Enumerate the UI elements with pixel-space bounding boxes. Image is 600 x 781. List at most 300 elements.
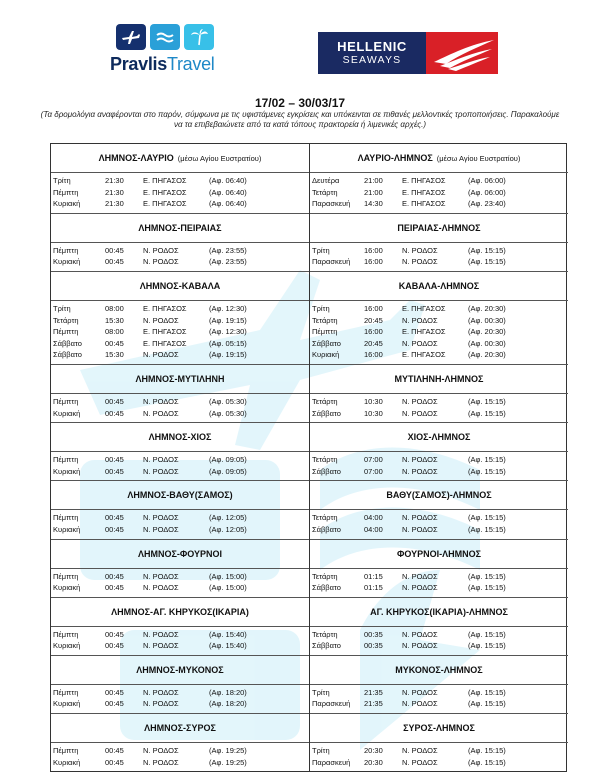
route-section <box>310 481 568 539</box>
arrival-time-cell: (Αφ. 20:30) <box>468 327 506 337</box>
arrivals-to-lemnos <box>310 144 568 771</box>
day-cell: Κυριακή <box>53 408 81 418</box>
departure-time-cell: 21:00 <box>364 187 383 197</box>
route-name: ΛΗΜΝΟΣ-ΚΑΒΑΛΑ <box>139 280 221 291</box>
date-range: 17/02 – 30/03/17 <box>254 96 346 110</box>
route-title <box>51 144 309 173</box>
ship-cell: Ν. ΡΟΔΟΣ <box>143 571 179 581</box>
departure-time-cell: 20:45 <box>364 315 383 325</box>
arrival-time-cell: (Αφ. 15:15) <box>468 513 506 523</box>
departure-time-cell: 15:30 <box>105 315 124 325</box>
departure-time-cell: 00:45 <box>105 687 124 697</box>
day-cell: Πέμπτη <box>53 571 79 581</box>
arrival-time-cell: (Αφ. 15:15) <box>468 757 506 767</box>
schedule-row <box>310 326 568 338</box>
arrival-time-cell: (Αφ. 12:30) <box>209 303 247 313</box>
schedule-row <box>310 582 568 594</box>
day-cell: Σάββατο <box>312 524 341 534</box>
arrival-time-cell: (Αφ. 20:30) <box>468 350 506 360</box>
departure-time-cell: 21:30 <box>105 199 124 209</box>
route-section <box>51 598 309 656</box>
departure-time-cell: 01:15 <box>364 571 383 581</box>
day-cell: Σάββατο <box>312 338 341 348</box>
day-cell: Πέμπτη <box>53 327 79 337</box>
airplane-icon <box>116 24 146 50</box>
route-name: ΛΗΜΝΟΣ-ΒΑΘΥ(ΣΑΜΟΣ) <box>127 490 233 501</box>
route-title <box>51 365 309 394</box>
arrival-time-cell: (Αφ. 12:05) <box>209 513 247 523</box>
day-cell: Πέμπτη <box>53 187 79 197</box>
departure-time-cell: 00:45 <box>105 699 124 709</box>
arrival-time-cell: (Αφ. 09:05) <box>209 466 247 476</box>
day-cell: Τρίτη <box>312 746 330 756</box>
day-cell: Πέμπτη <box>53 629 79 639</box>
day-cell: Κυριακή <box>53 699 81 709</box>
ship-cell: Ν. ΡΟΔΟΣ <box>402 687 438 697</box>
day-cell: Τετάρτη <box>312 396 338 406</box>
route-name: ΛΗΜΝΟΣ-ΜΥΚΟΝΟΣ <box>136 664 224 675</box>
ship-cell: Ν. ΡΟΔΟΣ <box>402 524 438 534</box>
day-cell: Σάββατο <box>53 350 82 360</box>
departure-time-cell: 00:45 <box>105 583 124 593</box>
departure-time-cell: 08:00 <box>105 303 124 313</box>
route-title <box>51 656 309 685</box>
arrival-time-cell: (Αφ. 15:15) <box>468 245 506 255</box>
route-section <box>51 423 309 481</box>
ship-cell: Ν. ΡΟΔΟΣ <box>402 408 438 418</box>
route-via: (μέσω Αγίου Ευστρατίου) <box>177 153 262 163</box>
ship-cell: Ν. ΡΟΔΟΣ <box>402 396 438 406</box>
day-cell: Τετάρτη <box>312 571 338 581</box>
route-title <box>310 481 568 510</box>
arrival-time-cell: (Αφ. 15:15) <box>468 641 506 651</box>
day-cell: Κυριακή <box>53 641 81 651</box>
schedule-row <box>51 175 309 187</box>
day-cell: Τετάρτη <box>312 455 338 465</box>
route-name: ΑΓ. ΚΗΡΥΚΟΣ(ΙΚΑΡΙΑ)-ΛΗΜΝΟΣ <box>370 606 508 617</box>
schedule-row <box>51 187 309 199</box>
schedule-row <box>51 326 309 338</box>
route-name: ΛΗΜΝΟΣ-ΣΥΡΟΣ <box>144 723 216 734</box>
route-section <box>310 214 568 272</box>
schedule-row <box>310 198 568 210</box>
route-section <box>51 540 309 598</box>
departure-time-cell: 00:45 <box>105 513 124 523</box>
day-cell: Τετάρτη <box>312 629 338 639</box>
brand-hellenic: HELLENIC <box>337 38 407 54</box>
route-section <box>310 598 568 656</box>
departure-time-cell: 10:30 <box>364 408 383 418</box>
day-cell: Τρίτη <box>312 303 330 313</box>
day-cell: Τετάρτη <box>312 513 338 523</box>
schedule-row <box>51 512 309 524</box>
arrival-time-cell: (Αφ. 15:15) <box>468 699 506 709</box>
day-cell: Σάββατο <box>312 641 341 651</box>
route-title <box>310 656 568 685</box>
day-cell: Πέμπτη <box>312 327 338 337</box>
route-name: ΣΥΡΟΣ-ΛΗΜΝΟΣ <box>403 723 475 734</box>
departure-time-cell: 00:45 <box>105 257 124 267</box>
departure-time-cell: 00:45 <box>105 571 124 581</box>
ship-cell: Ε. ΠΗΓΑΣΟΣ <box>402 187 446 197</box>
route-section <box>51 144 309 214</box>
route-section <box>51 365 309 423</box>
brand-pravlis: Pravlis <box>110 54 167 74</box>
schedule-row <box>51 571 309 583</box>
route-title <box>51 214 309 243</box>
wings-icon <box>426 32 498 74</box>
ship-cell: Ε. ΠΗΓΑΣΟΣ <box>402 176 446 185</box>
route-title <box>310 272 568 301</box>
day-cell: Τρίτη <box>53 176 71 185</box>
waves-icon <box>150 24 180 50</box>
route-name: ΛΗΜΝΟΣ-ΛΑΥΡΙΟ <box>98 153 174 163</box>
route-section <box>51 272 309 365</box>
ship-cell: Ε. ΠΗΓΑΣΟΣ <box>143 187 187 197</box>
schedule-row <box>310 338 568 350</box>
arrival-time-cell: (Αφ. 05:30) <box>209 396 247 406</box>
day-cell: Παρασκευή <box>312 699 351 709</box>
departure-time-cell: 16:00 <box>364 350 383 360</box>
route-name: ΚΑΒΑΛΑ-ΛΗΜΝΟΣ <box>398 280 480 291</box>
schedule-row <box>310 571 568 583</box>
schedule-row <box>310 524 568 536</box>
day-cell: Πέμπτη <box>53 687 79 697</box>
departures-from-lemnos <box>51 144 310 771</box>
schedule-row <box>310 256 568 268</box>
ship-cell: Ν. ΡΟΔΟΣ <box>143 641 179 651</box>
route-name: ΛΗΜΝΟΣ-ΧΙΟΣ <box>148 432 212 443</box>
schedule-row <box>51 245 309 257</box>
route-section <box>310 144 568 214</box>
route-title <box>51 598 309 627</box>
route-title <box>310 540 568 569</box>
arrival-time-cell: (Αφ. 23:55) <box>209 257 247 267</box>
ship-cell: Ε. ΠΗΓΑΣΟΣ <box>402 350 446 360</box>
schedule-row <box>310 454 568 466</box>
ship-cell: Ε. ΠΗΓΑΣΟΣ <box>143 338 187 348</box>
ship-cell: Ν. ΡΟΔΟΣ <box>402 583 438 593</box>
ship-cell: Ν. ΡΟΔΟΣ <box>402 455 438 465</box>
departure-time-cell: 00:45 <box>105 338 124 348</box>
ship-cell: Ν. ΡΟΔΟΣ <box>143 466 179 476</box>
schedule-row <box>51 466 309 478</box>
route-section <box>310 714 568 771</box>
departure-time-cell: 00:35 <box>364 641 383 651</box>
departure-time-cell: 00:45 <box>105 466 124 476</box>
day-cell: Κυριακή <box>312 350 340 360</box>
schedule-row <box>310 745 568 757</box>
arrival-time-cell: (Αφ. 15:15) <box>468 257 506 267</box>
arrival-time-cell: (Αφ. 19:25) <box>209 746 247 756</box>
route-title <box>310 144 568 173</box>
route-name: ΛΗΜΝΟΣ-ΑΓ. ΚΗΡΥΚΟΣ(ΙΚΑΡΙΑ) <box>111 606 249 617</box>
arrival-time-cell: (Αφ. 06:00) <box>468 176 506 185</box>
day-cell: Σάββατο <box>312 583 341 593</box>
schedule-row <box>310 640 568 652</box>
schedule-row <box>310 349 568 361</box>
arrival-time-cell: (Αφ. 20:30) <box>468 303 506 313</box>
ship-cell: Ν. ΡΟΔΟΣ <box>143 257 179 267</box>
arrival-time-cell: (Αφ. 15:15) <box>468 455 506 465</box>
departure-time-cell: 15:30 <box>105 350 124 360</box>
route-name: ΜΥΚΟΝΟΣ-ΛΗΜΝΟΣ <box>395 664 483 675</box>
arrival-time-cell: (Αφ. 05:15) <box>209 338 247 348</box>
departure-time-cell: 16:00 <box>364 245 383 255</box>
departure-time-cell: 00:45 <box>105 408 124 418</box>
schedule-row <box>310 408 568 420</box>
day-cell: Κυριακή <box>53 466 81 476</box>
arrival-time-cell: (Αφ. 00:30) <box>468 315 506 325</box>
schedule-row <box>310 512 568 524</box>
route-title <box>310 423 568 452</box>
ship-cell: Ν. ΡΟΔΟΣ <box>143 396 179 406</box>
departure-time-cell: 21:30 <box>105 187 124 197</box>
day-cell: Σάββατο <box>312 408 341 418</box>
ship-cell: Ν. ΡΟΔΟΣ <box>402 746 438 756</box>
day-cell: Πέμπτη <box>53 455 79 465</box>
route-section <box>51 214 309 272</box>
ship-cell: Ν. ΡΟΔΟΣ <box>402 699 438 709</box>
route-name: ΛΗΜΝΟΣ-ΦΟΥΡΝΟΙ <box>137 548 223 559</box>
departure-time-cell: 04:00 <box>364 513 383 523</box>
ship-cell: Ν. ΡΟΔΟΣ <box>143 315 179 325</box>
schedule-row <box>51 745 309 757</box>
arrival-time-cell: (Αφ. 00:30) <box>468 338 506 348</box>
ship-cell: Ν. ΡΟΔΟΣ <box>143 629 179 639</box>
departure-time-cell: 16:00 <box>364 327 383 337</box>
route-section <box>310 540 568 598</box>
departure-time-cell: 00:45 <box>105 629 124 639</box>
day-cell: Τετάρτη <box>312 187 338 197</box>
day-cell: Κυριακή <box>53 257 81 267</box>
departure-time-cell: 01:15 <box>364 583 383 593</box>
schedule-row <box>51 687 309 699</box>
arrival-time-cell: (Αφ. 18:20) <box>209 699 247 709</box>
arrival-time-cell: (Αφ. 15:15) <box>468 571 506 581</box>
arrival-time-cell: (Αφ. 15:15) <box>468 629 506 639</box>
arrival-time-cell: (Αφ. 06:40) <box>209 199 247 209</box>
schedule-row <box>51 256 309 268</box>
departure-time-cell: 21:30 <box>105 176 124 185</box>
route-section <box>51 656 309 714</box>
ship-cell: Ν. ΡΟΔΟΣ <box>402 629 438 639</box>
disclaimer-note: (Τα δρομολόγια αναφέρονται στο παρόν, σύμφωνα με τις υφιστάμενες εγκρίσεις και υπόκεινται σε πιθανές μελλοντικές τροποποιήσεις. Παρακαλούμε να τα επιβεβαιώνετε από τα κατά τόπους πρακτορεία ή λιμενικές αρχές.) <box>40 110 560 129</box>
departure-time-cell: 16:00 <box>364 303 383 313</box>
schedule-row <box>51 757 309 769</box>
route-title <box>310 214 568 243</box>
day-cell: Παρασκευή <box>312 257 351 267</box>
arrival-time-cell: (Αφ. 09:05) <box>209 455 247 465</box>
ship-cell: Ν. ΡΟΔΟΣ <box>143 583 179 593</box>
ship-cell: Ε. ΠΗΓΑΣΟΣ <box>402 327 446 337</box>
ship-cell: Ε. ΠΗΓΑΣΟΣ <box>143 327 187 337</box>
schedule-row <box>310 687 568 699</box>
ship-cell: Ν. ΡΟΔΟΣ <box>402 466 438 476</box>
ship-cell: Ν. ΡΟΔΟΣ <box>143 699 179 709</box>
route-section <box>51 714 309 771</box>
hellenic-seaways-logo <box>318 32 498 74</box>
route-section <box>310 423 568 481</box>
ship-cell: Ν. ΡΟΔΟΣ <box>402 257 438 267</box>
departure-time-cell: 21:00 <box>364 176 383 185</box>
ship-cell: Ν. ΡΟΔΟΣ <box>402 513 438 523</box>
arrival-time-cell: (Αφ. 15:15) <box>468 687 506 697</box>
arrival-time-cell: (Αφ. 15:15) <box>468 746 506 756</box>
ship-cell: Ε. ΠΗΓΑΣΟΣ <box>143 199 187 209</box>
arrival-time-cell: (Αφ. 15:15) <box>468 466 506 476</box>
ship-cell: Ν. ΡΟΔΟΣ <box>143 524 179 534</box>
departure-time-cell: 00:45 <box>105 396 124 406</box>
ship-cell: Ν. ΡΟΔΟΣ <box>143 245 179 255</box>
arrival-time-cell: (Αφ. 15:15) <box>468 396 506 406</box>
day-cell: Πέμπτη <box>53 746 79 756</box>
route-name: ΧΙΟΣ-ΛΗΜΝΟΣ <box>407 432 471 443</box>
route-name: ΛΑΥΡΙΟ-ΛΗΜΝΟΣ <box>357 153 433 163</box>
schedule-row <box>310 396 568 408</box>
route-name: ΜΥΤΙΛΗΝΗ-ΛΗΜΝΟΣ <box>394 373 484 384</box>
schedule-row <box>51 640 309 652</box>
arrival-time-cell: (Αφ. 12:05) <box>209 524 247 534</box>
departure-time-cell: 10:30 <box>364 396 383 406</box>
ship-cell: Ν. ΡΟΔΟΣ <box>402 641 438 651</box>
ship-cell: Ν. ΡΟΔΟΣ <box>402 315 438 325</box>
ship-cell: Ν. ΡΟΔΟΣ <box>402 338 438 348</box>
schedule-row <box>51 408 309 420</box>
day-cell: Κυριακή <box>53 199 81 209</box>
day-cell: Τρίτη <box>53 303 71 313</box>
departure-time-cell: 04:00 <box>364 524 383 534</box>
departure-time-cell: 07:00 <box>364 455 383 465</box>
arrival-time-cell: (Αφ. 12:30) <box>209 327 247 337</box>
route-name: ΛΗΜΝΟΣ-ΠΕΙΡΑΙΑΣ <box>138 222 222 233</box>
arrival-time-cell: (Αφ. 06:40) <box>209 187 247 197</box>
arrival-time-cell: (Αφ. 19:15) <box>209 315 247 325</box>
day-cell: Σάββατο <box>53 338 82 348</box>
departure-time-cell: 20:30 <box>364 746 383 756</box>
route-title <box>310 714 568 743</box>
schedule-row <box>51 629 309 641</box>
departure-time-cell: 00:45 <box>105 524 124 534</box>
header <box>0 18 600 88</box>
arrival-time-cell: (Αφ. 05:30) <box>209 408 247 418</box>
ship-cell: Ε. ΠΗΓΑΣΟΣ <box>143 303 187 313</box>
route-name: ΒΑΘΥ(ΣΑΜΟΣ)-ΛΗΜΝΟΣ <box>386 490 492 501</box>
route-section <box>310 365 568 423</box>
arrival-time-cell: (Αφ. 15:40) <box>209 629 247 639</box>
route-section <box>310 272 568 365</box>
schedule-row <box>51 303 309 315</box>
day-cell: Τετάρτη <box>53 315 79 325</box>
schedule-row <box>51 524 309 536</box>
route-title <box>51 272 309 301</box>
arrival-time-cell: (Αφ. 15:15) <box>468 524 506 534</box>
day-cell: Τρίτη <box>312 245 330 255</box>
day-cell: Παρασκευή <box>312 757 351 767</box>
arrival-time-cell: (Αφ. 15:15) <box>468 408 506 418</box>
brand-travel: Travel <box>166 54 215 74</box>
arrival-time-cell: (Αφ. 15:40) <box>209 641 247 651</box>
day-cell: Κυριακή <box>53 583 81 593</box>
schedule-row <box>310 698 568 710</box>
schedule-table <box>50 143 567 772</box>
pravlis-travel-logo <box>110 24 240 86</box>
schedule-row <box>310 757 568 769</box>
route-section <box>310 656 568 714</box>
schedule-row <box>51 349 309 361</box>
arrival-time-cell: (Αφ. 23:40) <box>468 199 506 209</box>
schedule-row <box>51 454 309 466</box>
ship-cell: Ε. ΠΗΓΑΣΟΣ <box>402 303 446 313</box>
arrival-time-cell: (Αφ. 19:15) <box>209 350 247 360</box>
departure-time-cell: 08:00 <box>105 327 124 337</box>
route-via: (μέσω Αγίου Ευστρατίου) <box>436 153 521 163</box>
day-cell: Παρασκευή <box>312 199 351 209</box>
schedule-row <box>51 315 309 327</box>
departure-time-cell: 00:45 <box>105 245 124 255</box>
route-name: ΛΗΜΝΟΣ-ΜΥΤΙΛΗΝΗ <box>135 373 225 384</box>
departure-time-cell: 00:45 <box>105 757 124 767</box>
schedule-row <box>51 396 309 408</box>
brand-seaways: SEAWAYS <box>342 53 402 66</box>
departure-time-cell: 00:45 <box>105 641 124 651</box>
departure-time-cell: 00:35 <box>364 629 383 639</box>
ship-cell: Ν. ΡΟΔΟΣ <box>143 746 179 756</box>
arrival-time-cell: (Αφ. 19:25) <box>209 757 247 767</box>
route-title <box>51 540 309 569</box>
schedule-row <box>51 198 309 210</box>
schedule-row <box>310 187 568 199</box>
arrival-time-cell: (Αφ. 15:00) <box>209 571 247 581</box>
route-title <box>51 423 309 452</box>
arrival-time-cell: (Αφ. 23:55) <box>209 245 247 255</box>
route-title <box>51 714 309 743</box>
day-cell: Πέμπτη <box>53 245 79 255</box>
departure-time-cell: 20:30 <box>364 757 383 767</box>
departure-time-cell: 00:45 <box>105 746 124 756</box>
day-cell: Τρίτη <box>312 687 330 697</box>
ship-cell: Ν. ΡΟΔΟΣ <box>143 455 179 465</box>
day-cell: Πέμπτη <box>53 396 79 406</box>
ship-cell: Ν. ΡΟΔΟΣ <box>143 408 179 418</box>
schedule-row <box>310 466 568 478</box>
route-name: ΠΕΙΡΑΙΑΣ-ΛΗΜΝΟΣ <box>397 222 481 233</box>
arrival-time-cell: (Αφ. 06:40) <box>209 176 247 185</box>
ship-cell: Ν. ΡΟΔΟΣ <box>143 350 179 360</box>
day-cell: Κυριακή <box>53 757 81 767</box>
schedule-row <box>51 698 309 710</box>
departure-time-cell: 21:35 <box>364 687 383 697</box>
arrival-time-cell: (Αφ. 15:00) <box>209 583 247 593</box>
ship-cell: Ε. ΠΗΓΑΣΟΣ <box>402 199 446 209</box>
arrival-time-cell: (Αφ. 15:15) <box>468 583 506 593</box>
ship-cell: Ν. ΡΟΔΟΣ <box>402 245 438 255</box>
arrival-time-cell: (Αφ. 18:20) <box>209 687 247 697</box>
departure-time-cell: 07:00 <box>364 466 383 476</box>
departure-time-cell: 21:35 <box>364 699 383 709</box>
schedule-row <box>51 338 309 350</box>
ship-cell: Ν. ΡΟΔΟΣ <box>143 513 179 523</box>
day-cell: Πέμπτη <box>53 513 79 523</box>
ship-cell: Ν. ΡΟΔΟΣ <box>402 571 438 581</box>
route-title <box>310 598 568 627</box>
day-cell: Κυριακή <box>53 524 81 534</box>
ship-cell: Ν. ΡΟΔΟΣ <box>402 757 438 767</box>
schedule-row <box>310 175 568 187</box>
palm-tree-icon <box>184 24 214 50</box>
route-section <box>51 481 309 539</box>
departure-time-cell: 14:30 <box>364 199 383 209</box>
